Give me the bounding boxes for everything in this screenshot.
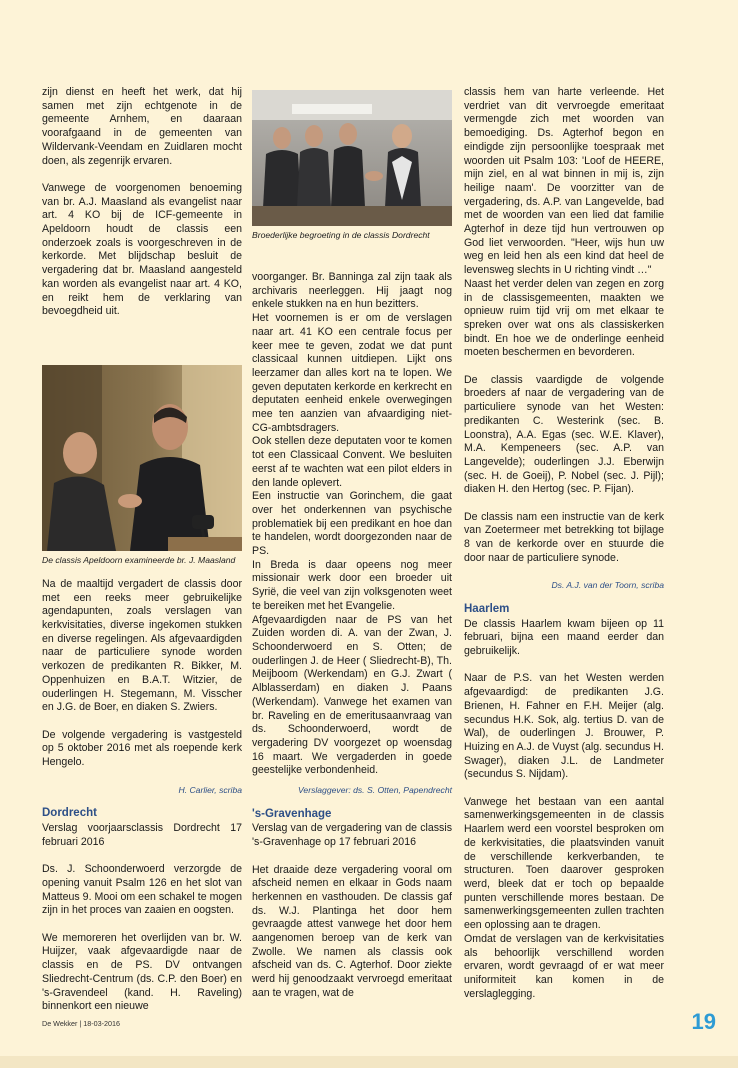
paragraph: In Breda is daar opeens nog meer missionair werk door een broeder uit Syrië, die veel van zijn volksgenoten weet te bereiken met het Evangelie. xyxy=(252,558,452,612)
paragraph: De volgende vergadering is vastgesteld op 5 oktober 2016 met als roepende kerk Hengelo. xyxy=(42,728,242,769)
paragraph: Ook stellen deze deputaten voor te komen tot een Classicaal Convent. We besluiten eerst af te wachten wat een pilot elders in den lande oplevert. xyxy=(252,435,452,489)
paragraph: Naast het verder delen van zegen en zorg in de classisgemeenten, maakten we opnieuw ruim tijd vrij om met elkaar te spreken over wat ons als classiskerken bindt. En hoe we de onderlinge eenheid moeten beschermen en bevorderen. xyxy=(464,277,664,359)
section-heading-dordrecht: Dordrecht xyxy=(42,807,97,820)
paragraph: We memoreren het overlijden van br. W. Huijzer, vaak afgevaardigde naar de classis en de PS. DV ontvangen Sliedrecht-Centrum (ds. C.P. den Boer) en 's-Gravendeel (kand. H. Raveling) binnenkort een nieuwe xyxy=(42,931,242,1013)
column-1 xyxy=(42,86,242,1014)
photo-apeldoorn xyxy=(42,365,242,551)
photo-caption: De classis Apeldoorn examineerde br. J. Maasland xyxy=(42,554,236,565)
paragraph: Verslag voorjaarsclassis Dordrecht 17 februari 2016 xyxy=(42,822,242,848)
paragraph: Een instructie van Gorinchem, die gaat over het onderkennen van psychische problematiek bij een predikant en hoe dan te handelen, wordt doorgezonden naar de PS. xyxy=(252,490,452,558)
paragraph: Verslag van de vergadering van de classis 's-Gravenhage op 17 februari 2016 xyxy=(252,822,452,849)
paragraph: Na de maaltijd vergadert de classis door met een reeks meer gebruikelijke agendapunten, zoals verslagen van kerkvisitaties, diverse ingekomen stukken en diverse regelingen. Als afgevaardigden naar de particuliere synode worden verkozen de predikanten R. Bikker, M. Oppenhuizen en B.A.T. Witzier, de ouderlingen H. Stegemann, M. Visscher en J.G. de Boer, en diaken S. Zwiers. xyxy=(42,577,242,714)
photo-dordrecht xyxy=(252,90,452,226)
paragraph: Vanwege het bestaan van een aantal samenwerkingsgemeenten in de classis Haarlem werd een voorstel besproken om de kerkvisitaties, die plaatsvinden vanuit de verschillende kerkverbanden, te structuren. Toen daarover gesproken werd, bleek dat er toch op bepaalde punten verschillende mores bestaan. De samenwerkingsgemeenten zullen trachten een oplossing aan te dragen. xyxy=(464,795,664,932)
paragraph: De classis nam een instructie van de kerk van Zoetermeer met betrekking tot bijlage 8 van de kerkorde over en stuurde die door naar de particuliere synode. xyxy=(464,510,664,564)
paragraph: Afgevaardigden naar de PS van het Zuiden worden di. A. van der Zwan, J. Schoonderwoerd en S. Otten; de ouderlingen J. de Heer ( Sliedrecht-B), Th. Meijboom (Werkendam) en G.J. Zwart ( Alblasserdam) en diaken J. Paans (Werkendam). Vanwege het examen van br. Raveling en de emeritusaanvraag van ds. Schoonderwoerd, wordt de vergadering DV voorgezet op woensdag 16 maart. We vergaderden in goede geestelijke verbondenheid. xyxy=(252,613,452,777)
signature: Ds. A.J. van der Toorn, scriba xyxy=(551,580,664,591)
footer-issue: De Wekker | 18-03-2016 xyxy=(42,1019,121,1028)
section-heading-haarlem: Haarlem xyxy=(464,602,510,615)
paragraph: Naar de P.S. van het Westen werden afgevaardigd: de predikanten J.G. Brienen, H. Fahner en F.H. Meijer (alg. secundus H.K. Sok, alg. tertius D. van de Wal), de ouderlingen J. Brouwer, P. Huizing en A.J. de Vuyst (alg. secundus H. Swager), diaken J.L. de Landmeter (secundus S. Nijdam). xyxy=(464,672,664,781)
photo-caption: Broederlijke begroeting in de classis Dordrecht xyxy=(252,230,430,240)
paragraph: Vanwege de voorgenomen benoeming van br. A.J. Maasland als evangelist naar art. 4 KO bij de ICF-gemeente in Apeldoorn houdt de classis een onderzoek zoals is voorgeschreven in de kerkorde. Met blijdschap besluit de vergadering dat br. Maasland aangesteld kan worden als evangelist naar art. 4 KO, en reikt hem de verklaring van bevoegdheid uit. xyxy=(42,181,242,318)
paragraph: Het draaide deze vergadering vooral om afscheid nemen en elkaar in Gods naam herkennen en vasthouden. De classis gaf ds. W.J. Plantinga het door hem gevraagde attest vanwege het door hem aangenomen beroep van de kerk van Zwolle. We namen als classis ook afscheid van ds. C. Agterhof. Door ziekte werd hij genoodzaakt vervroegd emeritaat aan te vragen, wat de xyxy=(252,863,452,999)
signature: Verslaggever: ds. S. Otten, Papendrecht xyxy=(298,785,452,796)
paragraph: voorganger. Br. Banninga zal zijn taak als archivaris neerleggen. Hij jaagt nog enkele stukken na en hun bezitters. xyxy=(252,271,452,311)
paragraph: Omdat de verslagen van de kerkvisitaties als behoorlijk verschillend worden ervaren, wordt gevraagd of er wat meer uniformiteit kan komen in de verslaglegging. xyxy=(464,932,664,1000)
paragraph: Ds. J. Schoonderwoerd verzorgde de opening vanuit Psalm 126 en het slot van Matteus 9. Mooi om een schakel te mogen zijn in het proces van zaaien en oogsten. xyxy=(42,863,242,917)
column-3 xyxy=(464,86,664,1001)
column-2 xyxy=(252,90,452,1001)
paragraph: zijn dienst en heeft het werk, dat hij samen met zijn echtgenote in de gemeente Arnhem, en daaraan voorafgaand in de gemeenten van Wildervank-Veendam en Zuidlaren mocht doen, als zegenrijk ervaren. xyxy=(42,86,242,167)
paragraph: De classis vaardigde de volgende broeders af naar de vergadering van de particuliere synode van het Westen: predikanten C. Westerink (sec. B. Loonstra), A.A. Egas (sec. W.E. Klaver), M.A. Kempeneers (sec. A.P. van Langevelde); ouderlingen J.J. Eberwijn (sec. H. de Goeij), P. Nobel (sec. J. Pijl); diaken H. den Hertog (sec. P. Fijan). xyxy=(464,373,664,496)
page-number: 19 xyxy=(691,1009,716,1034)
paragraph: De classis Haarlem kwam bijeen op 11 februari, bijna een maand eerder dan gebruikelijk. xyxy=(464,617,664,658)
signature: H. Carlier, scriba xyxy=(178,784,242,795)
section-heading-s-gravenhage: 's-Gravenhage xyxy=(252,807,332,820)
paragraph: classis hem van harte verleende. Het verdriet van dit vervroegde emeritaat vermengde zich met woorden van bemoediging. Ds. Agterhof begon en eindigde zijn persoonlijke toespraak met woorden uit Psalm 103: 'Loof de HEERE, mijn ziel, en al wat binnen in mij is, zijn heilige naam'. De voorzitter van de vergadering, ds. A.P. van Langevelde, bad met de woorden van een lied dat familie Agterhof in deze tijd hun vertrouwen op God liet verwoorden. "Heer, wijs hun uw weg en leid hen als een kind dat heel de levensweg slechts in U richting vindt …" xyxy=(464,86,664,277)
bottom-bar xyxy=(0,1056,738,1068)
paragraph: Het voornemen is er om de verslagen naar art. 41 KO een centrale focus per keer mee te geven, zodat we dat punt classicaal kunnen uitdiepen. Lijkt ons leerzamer dan alles kort na te lopen. We geven deputaten kerkorde en kerkrecht en deputaten eenheid enkele overwegingen mee ten aanzien van afvaardiging niet-CG-ambtsdragers. xyxy=(252,312,452,434)
